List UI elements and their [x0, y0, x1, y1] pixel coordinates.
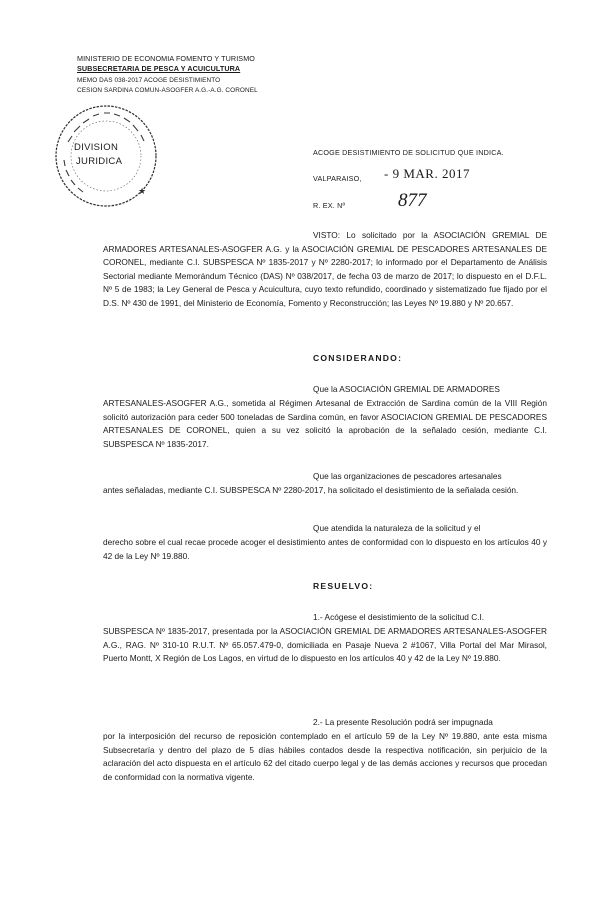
considerando-heading: CONSIDERANDO:: [313, 353, 403, 363]
considerando-3-lead: Que atendida la naturaleza de la solicitud y el: [313, 523, 481, 533]
resuelvo-2-body: por la interposición del recurso de reposición contemplado en el artículo 59 de la Ley Nº 19.880, ante esta misma Subsecretaría y dentro del plazo de 5 días hábiles contados desde la respectiva notificación, sin perjuicio de la aclaración del acto dispuesta en el artículo 62 del citado cuerpo legal y de las demás acciones y recursos que procedan de conformidad con la normativa vigente.: [103, 731, 547, 782]
resuelvo-1-lead: 1.- Acógese el desistimiento de la solicitud C.I.: [313, 612, 485, 622]
ministry-heading: MINISTERIO DE ECONOMIA FOMENTO Y TURISMO: [77, 54, 255, 63]
visto-paragraph: VISTO: Lo solicitado por la ASOCIACIÓN GREMIAL DE ARMADORES ARTESANALES-ASOGFER A.G. y la ASOCIACIÓN GREMIAL DE PESCADORES ARTESANALES DE CORONEL, mediante C.I. SUBSPESCA Nº 1835-2017 y Nº 2280-2017; lo informado por el Departamento de Análisis Sectorial mediante Memorándum Técnico (DAS) Nº 038/2017, de fecha 03 de marzo de 2017; lo dispuesto en el D.F.L. Nº 5 de 1983; la Ley General de Pesca y Acuicultura, cuyo texto refundido, coordinado y sistematizado fue fijado por el D.S. Nº 430 de 1991, del Ministerio de Economía, Fomento y Reconstrucción; las Leyes Nº 19.880 y Nº 20.657.: [103, 230, 547, 308]
memo-reference: MEMO DAS 038-2017 ACOGE DESISTIMIENTO: [77, 77, 221, 84]
rex-number: 877: [398, 190, 427, 211]
cesion-reference: CESION SARDINA COMUN-ASOGFER A.G.-A.G. CORONEL: [77, 87, 258, 94]
considerando-2-body: antes señaladas, mediante C.I. SUBSPESCA Nº 2280-2017, ha solicitado el desistimiento de la señalada cesión.: [103, 485, 519, 495]
subsecretaria-heading: SUBSECRETARIA DE PESCA Y ACUICULTURA: [77, 64, 241, 73]
resuelvo-1-body: SUBSPESCA Nº 1835-2017, presentada por la ASOCIACIÓN GREMIAL DE ARMADORES ARTESANALES-ASOGFER A.G., RAG. Nº 310-10 R.U.T. Nº 65.057.479-0, domiciliada en Pasaje Nueva 2 #1067, Villa Portal del Mar Mirasol, Puerto Montt, X Región de Los Lagos, en virtud de lo dispuesto en los artículos 40 y 42 de la Ley Nº 19.880.: [103, 626, 547, 664]
resolution-date: - 9 MAR. 2017: [384, 166, 470, 181]
resuelvo-heading: RESUELVO:: [313, 581, 374, 591]
considerando-3-body: derecho sobre el cual recae procede acoger el desistimiento antes de conformidad con lo dispuesto en los artículos 40 y 42 de la Ley Nº 19.880.: [103, 537, 547, 561]
rex-label: R. EX. Nº: [313, 201, 346, 210]
division-juridica-stamp: [52, 102, 160, 210]
svg-text:★: ★: [138, 187, 147, 197]
considerando-1-lead: Que la ASOCIACIÓN GREMIAL DE ARMADORES: [313, 384, 500, 394]
stamp-line-division: DIVISION: [74, 142, 119, 153]
considerando-1-body: ARTESANALES-ASOGFER A.G., sometida al Régimen Artesanal de Extracción de Sardina común de la VIII Región solicitó autorización para ceder 500 toneladas de Sardina común, en favor ASOCIACION GREMIAL DE PESCADORES ARTESANALES DE CORONEL, quien a su vez solicitó la aprobación de la señalado cesión, mediante C.I. SUBSPESCA Nº 1835-2017.: [103, 398, 547, 449]
considerando-2-lead: Que las organizaciones de pescadores artesanales: [313, 471, 502, 481]
resolution-subject: ACOGE DESISTIMIENTO DE SOLICITUD QUE INDICA.: [313, 148, 504, 157]
stamp-line-juridica: JURIDICA: [76, 156, 123, 167]
place-label: VALPARAISO,: [313, 174, 362, 183]
resuelvo-2-lead: 2.- La presente Resolución podrá ser impugnada: [313, 717, 493, 727]
